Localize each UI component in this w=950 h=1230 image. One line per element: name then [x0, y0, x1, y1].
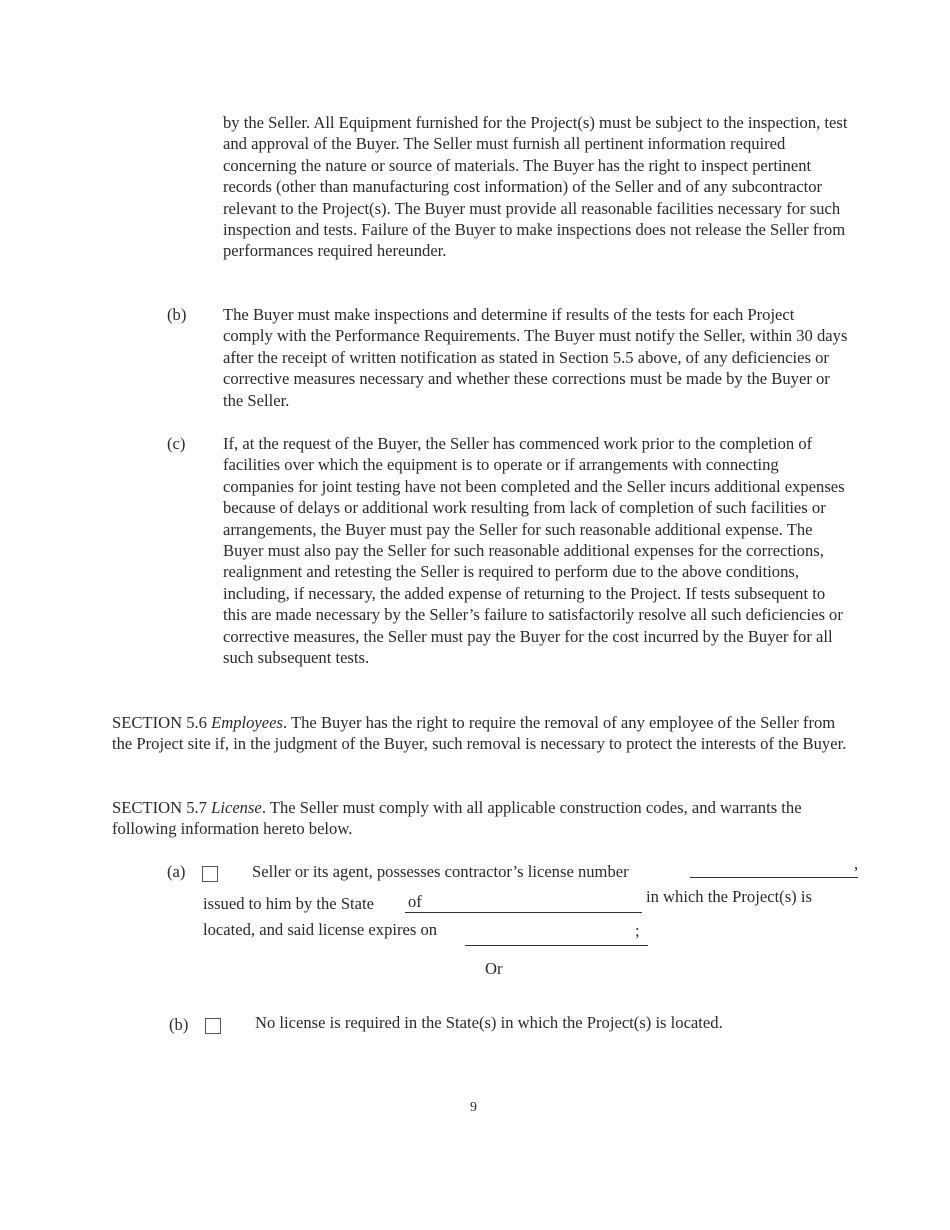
license-a-line2-prefix: issued to him by the State: [203, 894, 374, 913]
item-c-label: (c): [167, 434, 186, 453]
license-a-semicolon: ;: [635, 921, 640, 940]
item-b-text: The Buyer must make inspections and determine if results of the tests for each Project comply with the Performance Requirements. The Buyer must notify the Seller, within 30 days after the receipt of written notification as stated in Section 5.5 above, of any deficiencies or corrective measures necessary and whether these corrections must be made by the Buyer or the Seller.: [223, 305, 848, 410]
item-b-label: (b): [167, 305, 187, 324]
license-b-label: (b): [169, 1015, 189, 1034]
license-a-line2-suffix: in which the Project(s) is: [646, 887, 812, 906]
section-5-7-number: SECTION 5.7: [112, 798, 207, 817]
license-a-checkbox[interactable]: [202, 866, 218, 882]
item-c-text: If, at the request of the Buyer, the Seller has commenced work prior to the completion of facilities over which the equipment is to operate or if arrangements with connecting companies for joint testing have not been completed and the Seller incurs additional expenses because of delays or additional work resulting from lack of completion of such facilities or arrangements, the Buyer must pay the Seller for such reasonable additional expense. The Buyer must also pay the Seller for such reasonable additional expenses for the corrections, realignment and retesting the Seller is required to perform due to the above conditions, including, if necessary, the added expense of returning to the Project. If tests subsequent to this are made necessary by the Seller’s failure to satisfactorily resolve all such deficiencies or corrective measures, the Seller must pay the Buyer for the cost incurred by the Buyer for all such subsequent tests.: [223, 434, 845, 668]
license-b-text: No license is required in the State(s) in which the Project(s) is located.: [255, 1013, 723, 1032]
section-5-6-number: SECTION 5.6: [112, 713, 207, 732]
license-a-line3-prefix: located, and said license expires on: [203, 920, 438, 939]
page-number: 9: [470, 1100, 477, 1115]
license-state-field-text: of: [408, 892, 422, 911]
license-a-label: (a): [167, 862, 186, 881]
section-5-7-title: License: [211, 798, 262, 817]
section-5-7: [112, 797, 812, 840]
section-5-7-text: . The Seller must comply with all applicable construction codes, and warrants the following information hereto below.: [112, 798, 802, 839]
section-5-6-title: Employees: [211, 713, 283, 732]
license-a-comma: ,: [854, 854, 859, 873]
license-state-field[interactable]: [405, 912, 642, 913]
intro-paragraph: by the Seller. All Equipment furnished for the Project(s) must be subject to the inspection, test and approval of the Buyer. The Seller must furnish all pertinent information required concerning the nature or source of materials. The Buyer has the right to inspect pertinent records (other than manufacturing cost information) of the Seller and of any subcontractor relevant to the Project(s). The Buyer must provide all reasonable facilities necessary for such inspection and tests. Failure of the Buyer to make inspections does not release the Seller from performances required hereunder.: [223, 113, 848, 261]
license-b-checkbox[interactable]: [205, 1018, 221, 1034]
license-a-line1: Seller or its agent, possesses contractor’s license number: [252, 862, 629, 881]
or-separator: Or: [485, 959, 503, 978]
section-5-6: [112, 712, 852, 755]
license-number-field[interactable]: [690, 877, 858, 878]
section-5-6-text: . The Buyer has the right to require the removal of any employee of the Seller from the Project site if, in the judgment of the Buyer, such removal is necessary to protect the interests of the Buyer.: [112, 713, 847, 754]
license-expiry-field[interactable]: [465, 945, 648, 946]
